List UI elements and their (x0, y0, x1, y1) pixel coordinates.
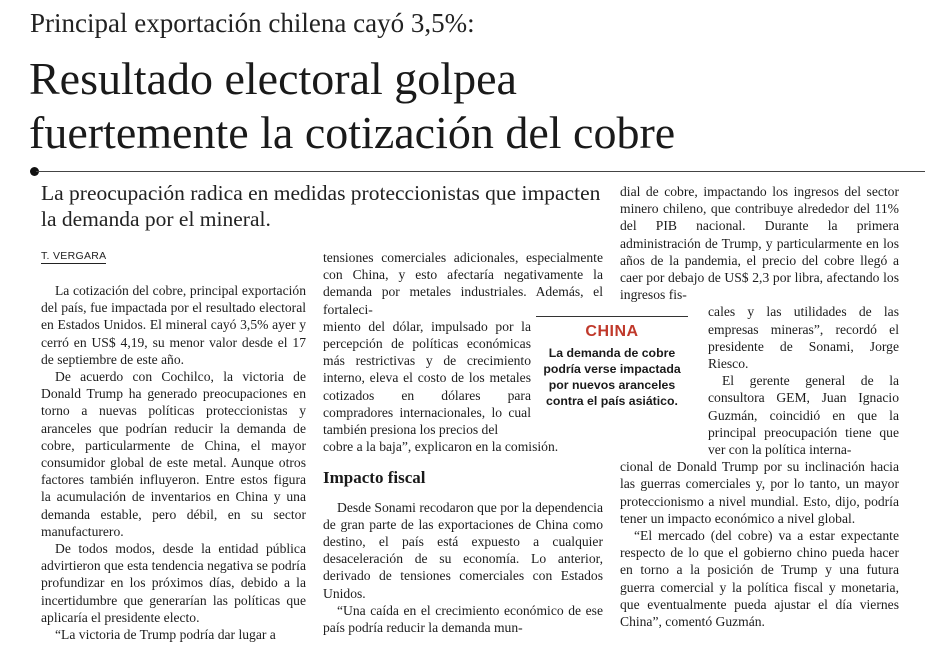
section-subheading: Impacto fiscal (323, 468, 426, 488)
callout-rule (536, 316, 688, 317)
paragraph-narrow: El gerente general de la consultora GEM, Juan Ignacio Guzmán, coincidió en que la principal preocupación tiene que ver con la política interna- (708, 373, 899, 458)
paragraph: “El mercado (del cobre) va a estar expectante respecto de lo que el gobierno chino pueda hacer en torno a la posición de Trump y una futura guerra comercial y la política fiscal y monetaria, que eventualmente pueda ajustar el día viernes China”, comentó Guzmán. (620, 528, 899, 630)
paragraph: “Una caída en el crecimiento económico de ese país podría reducir la demanda mun- (323, 602, 603, 636)
kicker: Principal exportación chilena cayó 3,5%: (30, 8, 475, 38)
paragraph-continued-narrow: miento del dólar, impulsado por la percepción de políticas económicas más restrictivas y de crecimiento interno, eleva el costo de los metales cotizados en dólares para compradores internacionales, lo cual también presiona los precios del (323, 318, 531, 438)
subheadline: La preocupación radica en medidas proteccionistas que impacten la demanda por el mineral. (41, 181, 601, 231)
paragraph: De todos modos, desde la entidad pública advirtieron que esta tendencia negativa se podría profundizar en los próximos días, debido a la incertidumbre que generarían las políticas que aplicaría el presidente electo. (41, 541, 306, 625)
column-2 (323, 249, 603, 636)
paragraph-continued-end: cobre a la baja”, explicaron en la comisión. (323, 439, 559, 455)
paragraph-continued: dial de cobre, impactando los ingresos del sector minero chileno, que contribuye alrededor del 11% del PIB nacional. Durante la primera administración de Trump, y particularmente en los años de la pandemia, el precio del cobre llegó a caer por debajo de US$ 2,3 por libra, afectando los ingresos fis- (620, 184, 899, 303)
paragraph: “La victoria de Trump podría dar lugar a (55, 627, 276, 643)
headline-line-2: fuertemente la cotización del cobre (29, 107, 676, 158)
headline-line-1: Resultado electoral golpea (29, 53, 517, 104)
paragraph: La cotización del cobre, principal exportación del país, fue impactada por el resultado electoral en Estados Unidos. El mineral cayó 3,5% ayer y cerró en US$ 4,19, su menor valor desde el 17 de septiembre de este año. (41, 283, 306, 367)
callout-text: La demanda de cobre podría verse impactada por nuevos aranceles contra el país asiático. (543, 346, 681, 408)
headline (29, 52, 675, 160)
paragraph-continued: tensiones comerciales adicionales, especialmente con China, y esto afectaría negativamente la demanda por metales industriales. Además, el fortaleci- (323, 250, 603, 317)
paragraph: Desde Sonami recodaron que por la dependencia de gran parte de las exportaciones de China como destino, el país está expuesto a cualquier desaceleración de su economía. Lo anterior, derivado de tensiones comerciales con Estados Unidos. (323, 499, 603, 601)
column-1 (41, 282, 306, 643)
callout-box (536, 316, 688, 409)
paragraph: De acuerdo con Cochilco, la victoria de Donald Trump ha generado preocupaciones en torno a nuevas políticas proteccionistas y aranceles que podrían reducir la demanda de cobre, particularmente de China, el mayor consumidor global de este metal. Aunque otros factores también influyeron. Entre estos figura la acumulación de inventarios en China y una demanda estable, pero débil, en su sector manufacturero. (41, 369, 306, 539)
paragraph-continued-narrow: cales y las utilidades de las empresas mineras”, recordó el presidente de Sonami, Jorge Riesco. (708, 304, 899, 372)
headline-rule (36, 171, 925, 172)
paragraph-continued: cional de Donald Trump por su inclinación hacia las guerras comerciales y, por lo tanto, un mayor proteccionismo a nivel mundial. Esto, dijo, podría tener un impacto económico a nivel global. (620, 459, 899, 526)
byline: T. VERGARA (41, 250, 107, 262)
callout-label: CHINA (585, 323, 639, 340)
